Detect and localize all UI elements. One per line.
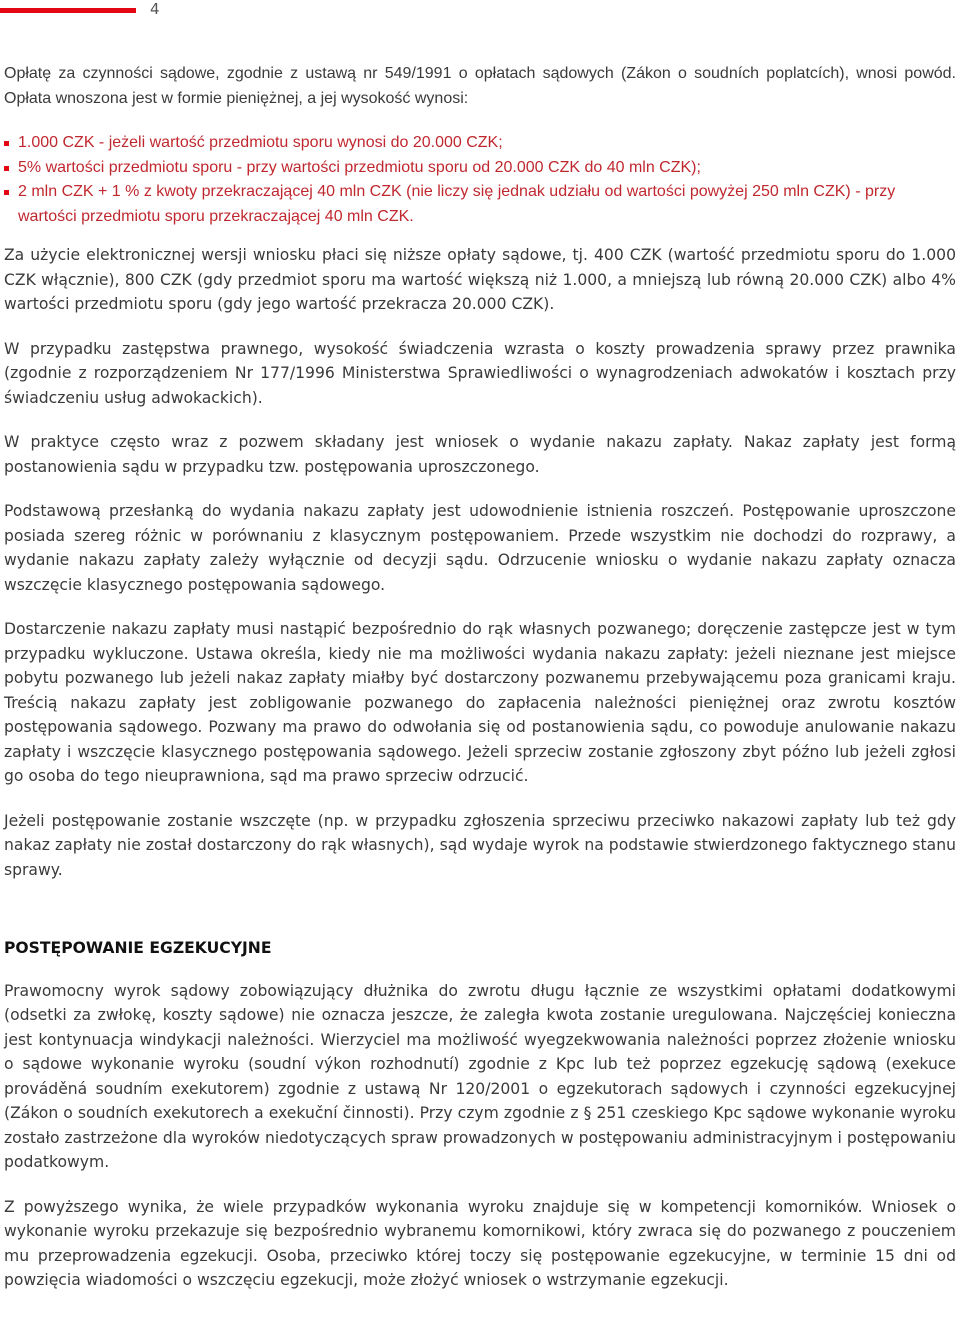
fee-list (4, 131, 956, 229)
list-item-text: 1.000 CZK - jeżeli wartość przedmiotu sporu wynosi do 20.000 CZK; (18, 134, 503, 151)
paragraph: Jeżeli postępowanie zostanie wszczęte (np. w przypadku zgłoszenia sprzeciwu przeciwko nakazowi zapłaty lub też gdy nakaz zapłaty nie został dostarczony do rąk własnych), sąd wydaje wyrok na podstawie stwierdzonego faktycznego stanu sprawy. (4, 811, 956, 879)
list-item (4, 131, 956, 156)
square-bullet-icon (4, 166, 9, 171)
list-item-text: 5% wartości przedmiotu sporu - przy wartości przedmiotu sporu od 20.000 CZK do 40 mln CZK); (18, 158, 701, 176)
square-bullet-icon (4, 141, 9, 146)
list-item (4, 180, 956, 229)
intro-paragraph: Opłatę za czynności sądowe, zgodnie z ustawą nr 549/1991 o opłatach sądowych (Zákon o soudních poplatcích), wnosi powód. Opłata wnoszona jest w formie pieniężnej, a jej wysokość wynosi: (4, 65, 956, 107)
page-number: 4 (150, 0, 160, 18)
section-heading: POSTĘPOWANIE EGZEKUCYJNE (4, 939, 272, 957)
paragraph: Za użycie elektronicznej wersji wniosku płaci się niższe opłaty sądowe, tj. 400 CZK (wartość przedmiotu sporu do 1.000 CZK włącznie), 800 CZK (gdy przedmiot sporu ma wartość większą niż 1.000, a mniejszą lub równą 20.000 CZK) albo 4% wartości przedmiotu sporu (gdy jego wartość przekracza 20.000 CZK). (4, 246, 956, 313)
square-bullet-icon (4, 190, 9, 195)
paragraph: Dostarczenie nakazu zapłaty musi nastąpić bezpośrednio do rąk własnych pozwanego; doręczenie zastępcze jest w tym przypadku wykluczone. Ustawa określa, kiedy nie ma możliwości wydania nakazu zapłaty: jeżeli nieznane jest miejsce pobytu pozwanego lub jeżeli nakaz zapłaty miałby być dostarczony pozwanemu przebywającemu poza granicami kraju. Treścią nakazu zapłaty jest zobligowanie pozwanego do zapłacenia należności pieniężnej oraz zwrotu kosztów postępowania sądowego. Pozwany ma prawo do odwołania się od postanowienia sądu, co powoduje anulowanie nakazu zapłaty i wszczęcie klasycznego postępowania sądowego. Jeżeli sprzeciw zostanie zgłoszony zbyt późno lub jeżeli zgłosi go osoba do tego nieuprawniona, sąd ma prawo sprzeciw odrzucić. (4, 620, 956, 785)
paragraph: Prawomocny wyrok sądowy zobowiązujący dłużnika do zwrotu długu łącznie ze wszystkimi opłatami dodatkowymi (odsetki za zwłokę, koszty sądowe) nie oznacza jeszcze, że zaległa kwota zostanie uregulowana. Najczęściej konieczna jest kontynuacja windykacji należności. Wierzyciel ma możliwość wyegzekwowania należności poprzez złożenie wniosku o sądowe wykonanie wyroku (soudní výkon rozhodnutí) zgodnie z Kpc lub też poprzez egzekucję sądową (exekuce prováděná soudním exekutorem) zgodnie z ustawą Nr 120/2001 o egzekutorach sądowych i czynności egzekucyjnej (Zákon o soudních exekutorech a exekuční činnosti). Przy czym zgodnie z § 251 czeskiego Kpc sądowe wykonanie wyroku zostało zastrzeżone dla wyroków niedotyczących spraw prowadzonych w postępowaniu administracyjnym i postępowaniu podatkowym. (4, 981, 956, 1171)
paragraph: Podstawową przesłanką do wydania nakazu zapłaty jest udowodnienie istnienia roszczeń. Postępowanie uproszczone posiada szereg różnic w porównaniu z klasycznym postępowaniem. Przede wszystkim nie dochodzi do rozprawy, a wydanie nakazu zapłaty zależy wyłącznie od decyzji sądu. Odrzucenie wniosku o wydanie nakazu zapłaty oznacza wszczęcie klasycznego postępowania sądowego. (4, 502, 956, 594)
paragraph: W przypadku zastępstwa prawnego, wysokość świadczenia wzrasta o koszty prowadzenia sprawy przez prawnika (zgodnie z rozporządzeniem Nr 177/1996 Ministerstwa Sprawiedliwości o wynagrodzeniach adwokatów i kosztach przy świadczeniu usług adwokackich). (4, 339, 956, 407)
paragraph: W praktyce często wraz z pozwem składany jest wniosek o wydanie nakazu zapłaty. Nakaz zapłaty jest formą postanowienia sądu w przypadku tzw. postępowania uproszczonego. (4, 433, 956, 476)
list-item-text: 2 mln CZK + 1 % z kwoty przekraczającej 40 mln CZK (nie liczy się jednak udziału od wartości powyżej 250 mln CZK) - przy wartości przedmiotu sporu przekraczającej 40 mln CZK. (18, 183, 896, 225)
paragraph: Z powyższego wynika, że wiele przypadków wykonania wyroku znajduje się w kompetencji komorników. Wniosek o wykonanie wyroku przekazuje się bezpośrednio wybranemu komornikowi, który zwraca się do pozwanego z pouczeniem mu przeprowadzenia egzekucji. Osoba, przeciwko której toczy się postępowanie egzekucyjne, w terminie 15 dni od powzięcia wiadomości o wszczęciu egzekucji, może złożyć wniosek o wstrzymanie egzekucji. (4, 1197, 956, 1289)
document-body (4, 62, 956, 1313)
list-item (4, 156, 956, 181)
header-accent-bar (0, 8, 136, 13)
